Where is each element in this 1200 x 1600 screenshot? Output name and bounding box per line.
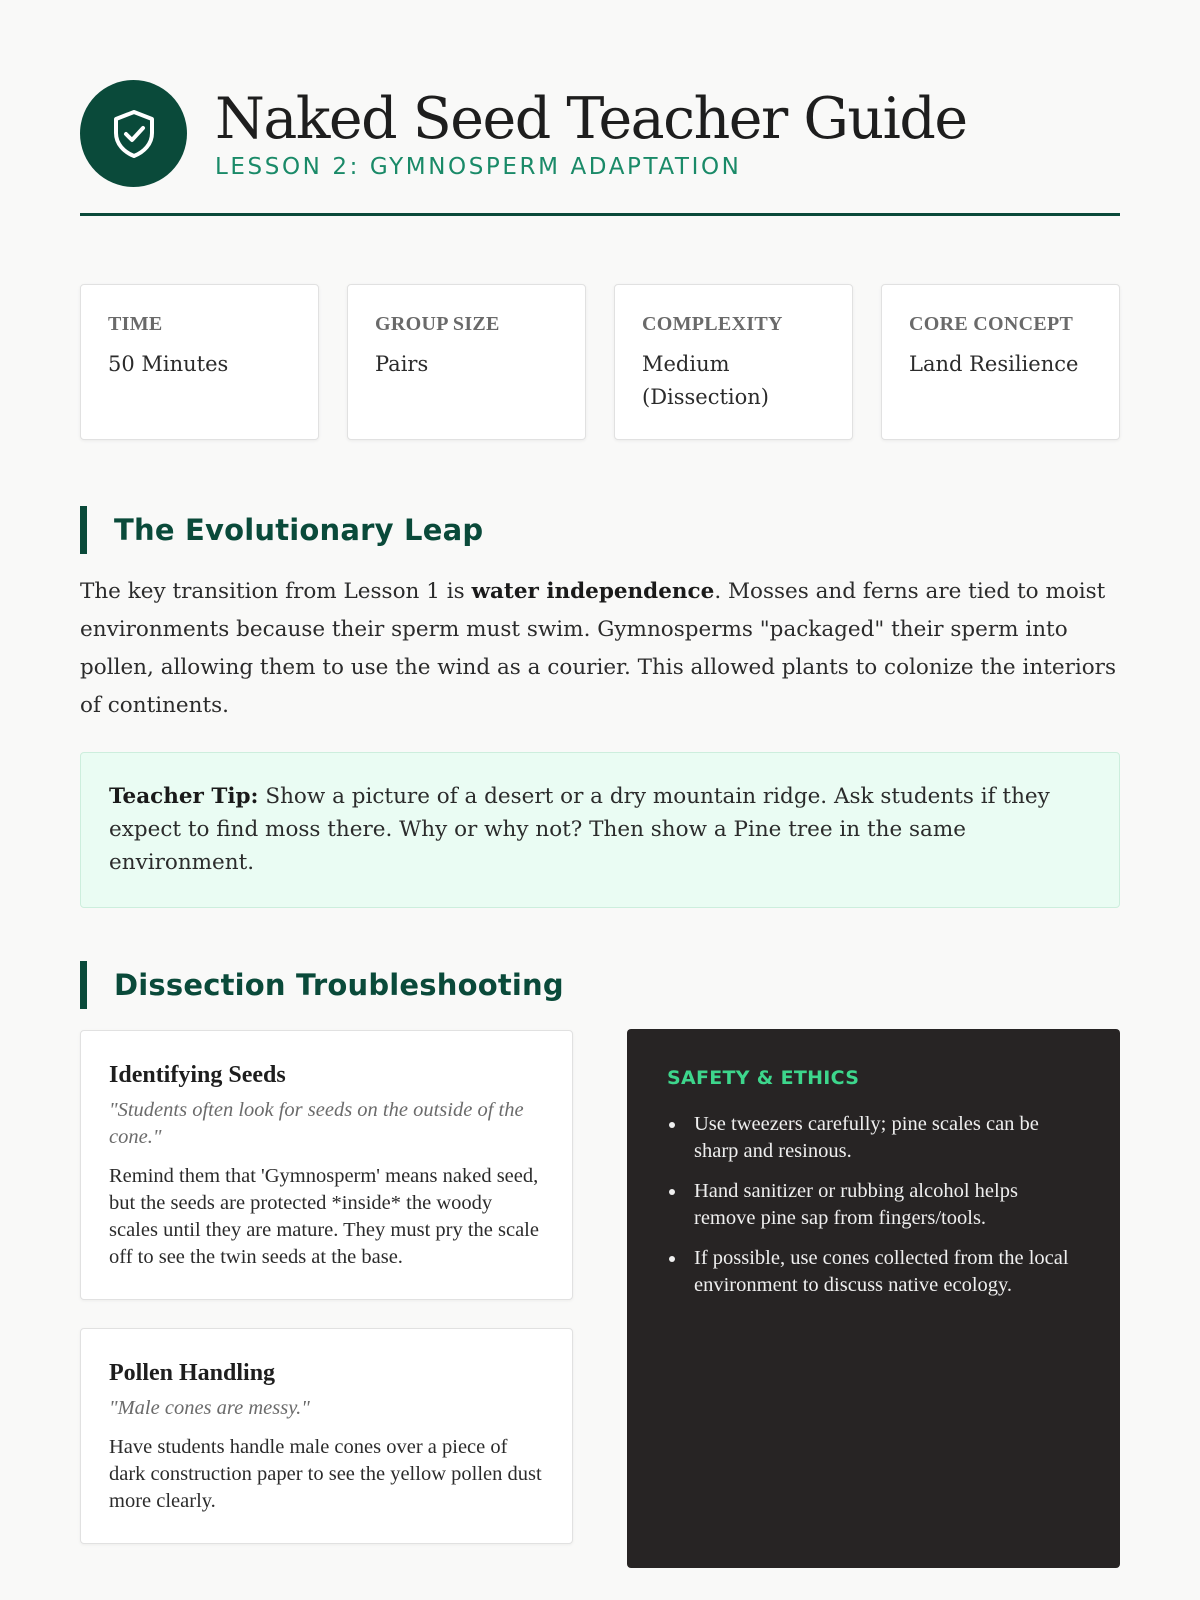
lesson-subtitle: LESSON 2: GYMNOSPERM ADAPTATION	[215, 154, 742, 180]
card-title: Identifying Seeds	[109, 1062, 286, 1088]
intro-text-end: . Mosses and ferns are tied to moist environments because their sperm must swim. Gymnosperms "packaged" their sperm into pollen, allowing them to use the wind as a courier. This allowed plants to colonize the interiors of continents.	[80, 579, 1116, 718]
stat-label: TIME	[108, 313, 163, 335]
stat-value: Land Resilience	[909, 352, 1079, 376]
shield-check-icon	[80, 80, 187, 187]
safety-list	[667, 1111, 1080, 1299]
safety-title: SAFETY & ETHICS	[667, 1067, 860, 1089]
lesson-stats	[80, 284, 1120, 440]
teacher-tip-box	[80, 752, 1120, 908]
stat-label: CORE CONCEPT	[909, 313, 1074, 335]
section-heading-evolutionary-leap: The Evolutionary Leap	[80, 506, 1120, 554]
stat-card-group-size	[347, 284, 586, 440]
stat-value: 50 Minutes	[108, 352, 229, 376]
troubleshooting-card-identifying-seeds	[80, 1030, 573, 1300]
teacher-tip-text: Show a picture of a desert or a dry mountain ridge. Ask students if they expect to find moss there. Why or why not? Then show a Pine tree in the same environment.	[109, 784, 1050, 875]
evolutionary-leap-paragraph	[80, 573, 1120, 725]
card-body: Remind them that 'Gymnosperm' means naked seed, but the seeds are protected *inside* the woody scales until they are mature. They must pry the scale off to see the twin seeds at the base.	[109, 1165, 539, 1268]
stat-label: COMPLEXITY	[642, 313, 783, 335]
card-quote: "Male cones are messy."	[109, 1397, 310, 1419]
teacher-tip-label: Teacher Tip:	[109, 784, 259, 809]
card-title: Pollen Handling	[109, 1360, 276, 1386]
section-heading-dissection-troubleshooting: Dissection Troubleshooting	[80, 961, 1120, 1009]
card-body: Have students handle male cones over a piece of dark construction paper to see the yellow pollen dust more clearly.	[109, 1436, 542, 1512]
stat-value: Medium (Dissection)	[642, 352, 770, 409]
card-quote: "Students often look for seeds on the outside of the cone."	[109, 1099, 524, 1148]
intro-text-bold: water independence	[471, 579, 715, 604]
troubleshooting-cards	[80, 1030, 573, 1544]
intro-text-start: The key transition from Lesson 1 is	[80, 579, 472, 604]
stat-card-time	[80, 284, 319, 440]
stat-card-core-concept	[881, 284, 1120, 440]
stat-label: GROUP SIZE	[375, 313, 500, 335]
safety-list-item: Use tweezers carefully; pine scales can be sharp and resinous.	[667, 1111, 1080, 1165]
troubleshooting-card-pollen-handling	[80, 1328, 573, 1544]
safety-list-item: Hand sanitizer or rubbing alcohol helps remove pine sap from fingers/tools.	[667, 1178, 1080, 1232]
safety-list-item: If possible, use cones collected from the local environment to discuss native ecology.	[667, 1245, 1080, 1299]
page-title: Naked Seed Teacher Guide	[215, 86, 967, 152]
safety-ethics-panel	[627, 1029, 1120, 1568]
page-header	[80, 80, 1120, 216]
stat-card-complexity	[614, 284, 853, 440]
stat-value: Pairs	[375, 352, 429, 376]
